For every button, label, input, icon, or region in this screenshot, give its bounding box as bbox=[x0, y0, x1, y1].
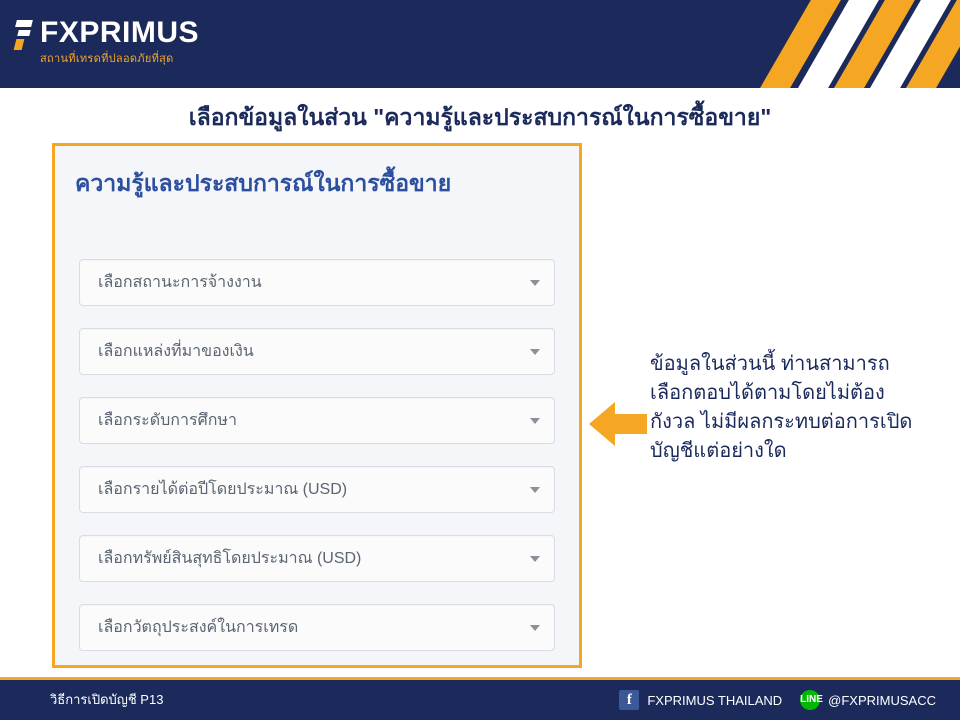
net-worth-label: เลือกทรัพย์สินสุทธิโดยประมาณ (USD) bbox=[98, 550, 362, 567]
employment-status-select[interactable] bbox=[79, 259, 555, 306]
brand-title: FXPRIMUS bbox=[40, 16, 200, 49]
line-icon[interactable]: LINE bbox=[800, 690, 820, 710]
trading-purpose-select[interactable] bbox=[79, 604, 555, 651]
trading-knowledge-panel bbox=[52, 143, 582, 668]
source-of-funds-label: เลือกแหล่งที่มาของเงิน bbox=[98, 343, 254, 360]
page-footer bbox=[0, 680, 960, 720]
chevron-down-icon[interactable] bbox=[530, 418, 540, 424]
line-label: @FXPRIMUSACC bbox=[828, 692, 936, 708]
chevron-down-icon[interactable] bbox=[530, 487, 540, 493]
annotation-text: ข้อมูลในส่วนนี้ ท่านสามารถเลือกตอบได้ตามโดยไม่ต้องกังวล ไม่มีผลกระทบต่อการเปิดบัญชีแต่อย่างใด bbox=[650, 353, 913, 462]
page-title: เลือกข้อมูลในส่วน "ความรู้และประสบการณ์ในการซื้อขาย" bbox=[188, 104, 772, 130]
facebook-label: FXPRIMUS THAILAND bbox=[647, 692, 783, 708]
select-list bbox=[79, 259, 555, 673]
employment-status-label: เลือกสถานะการจ้างงาน bbox=[98, 274, 262, 291]
page-header bbox=[0, 0, 960, 88]
trading-purpose-label: เลือกวัตถุประสงค์ในการเทรด bbox=[98, 619, 299, 636]
footer-social bbox=[619, 680, 936, 720]
brand-subtitle: สถานที่เทรดที่ปลอดภัยที่สุด bbox=[40, 53, 174, 65]
net-worth-select[interactable] bbox=[79, 535, 555, 582]
chevron-down-icon[interactable] bbox=[530, 349, 540, 355]
chevron-down-icon[interactable] bbox=[530, 625, 540, 631]
annual-income-select[interactable] bbox=[79, 466, 555, 513]
fxprimus-logo-icon bbox=[14, 20, 36, 50]
annual-income-label: เลือกรายได้ต่อปีโดยประมาณ (USD) bbox=[98, 481, 348, 498]
education-level-select[interactable] bbox=[79, 397, 555, 444]
panel-heading: ความรู้และประสบการณ์ในการซื้อขาย bbox=[75, 170, 452, 196]
facebook-icon[interactable]: f bbox=[619, 690, 639, 710]
footer-page-label: วิธีการเปิดบัญชี P13 bbox=[50, 692, 164, 707]
chevron-down-icon[interactable] bbox=[530, 556, 540, 562]
left-arrow-icon bbox=[589, 402, 647, 446]
source-of-funds-select[interactable] bbox=[79, 328, 555, 375]
header-stripes-decoration bbox=[700, 0, 960, 88]
chevron-down-icon[interactable] bbox=[530, 280, 540, 286]
education-level-label: เลือกระดับการศึกษา bbox=[98, 412, 237, 429]
brand-logo bbox=[14, 18, 199, 65]
